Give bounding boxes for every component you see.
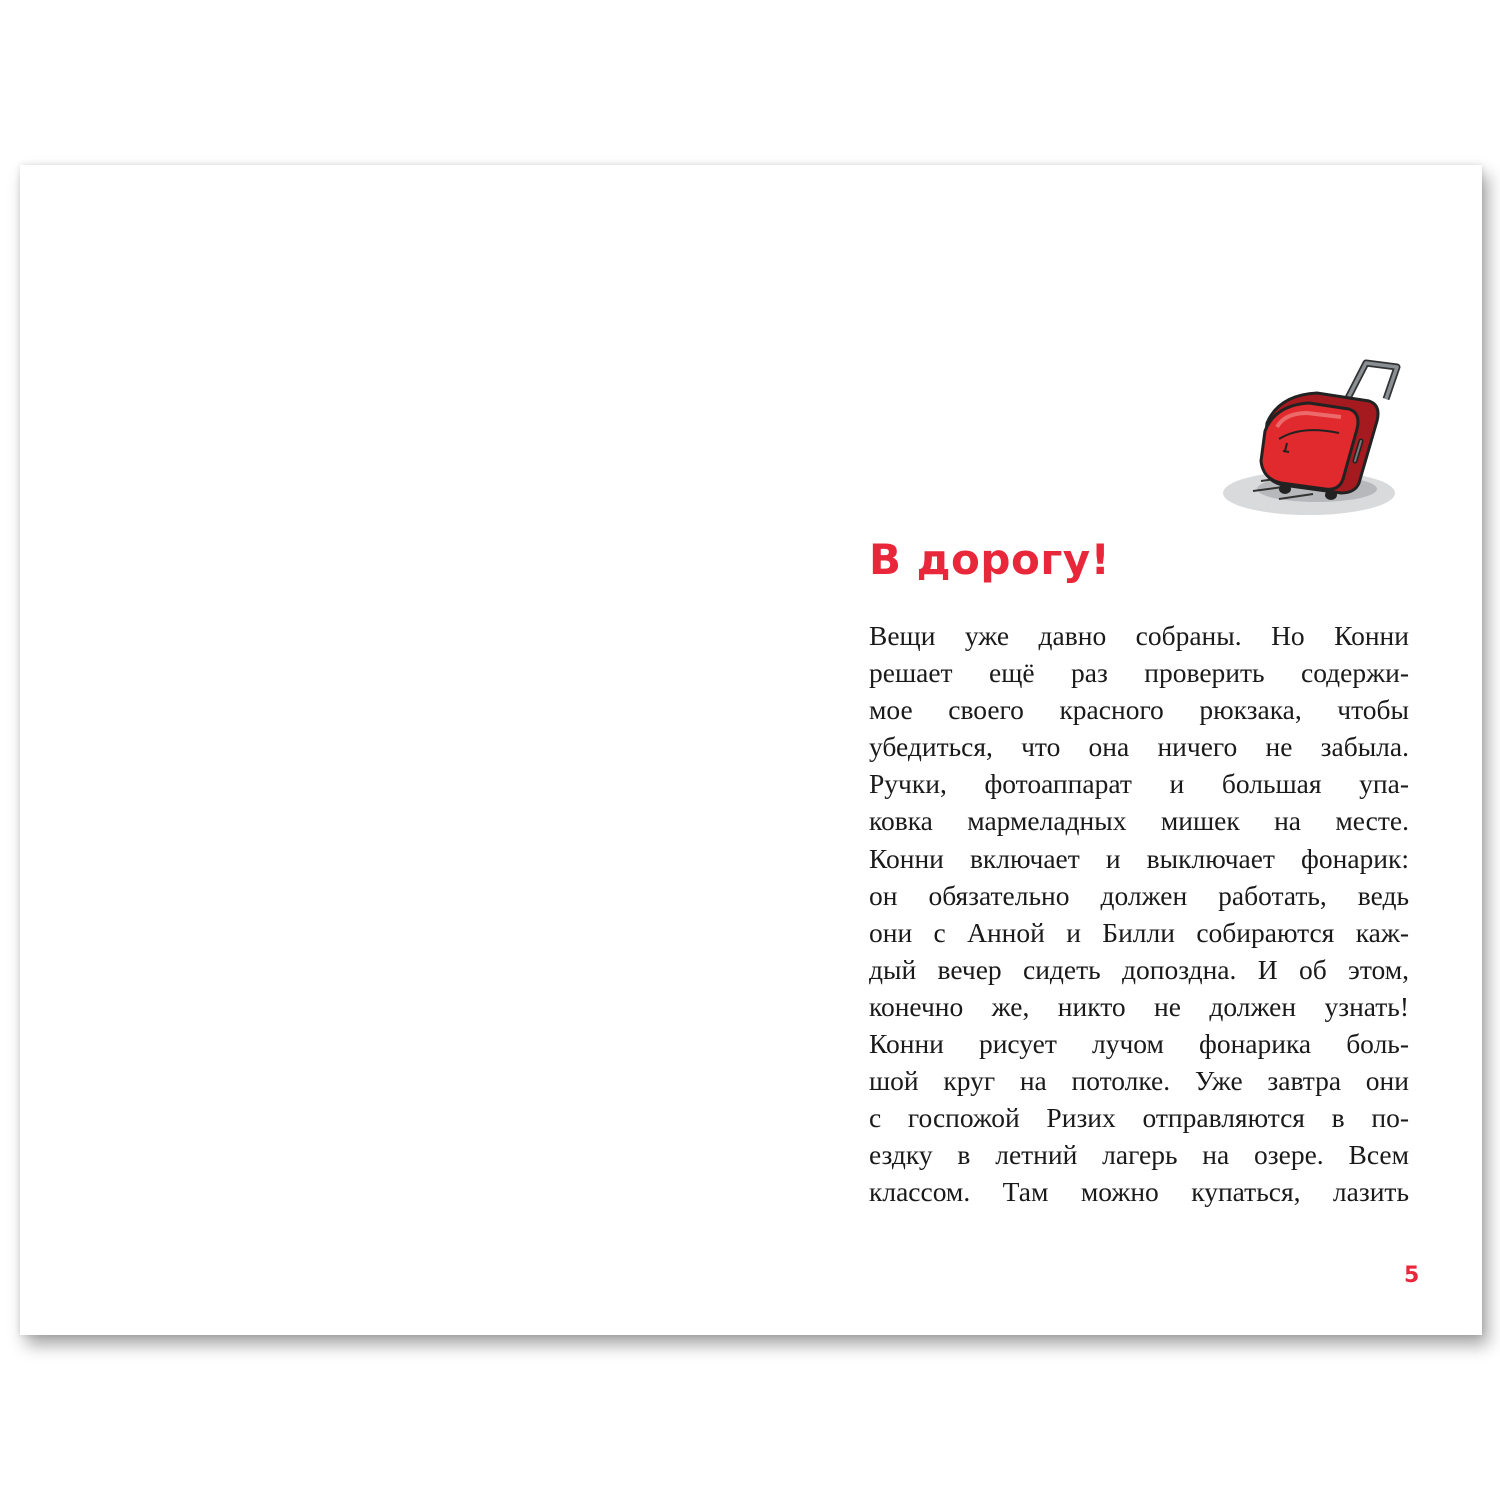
- text-line: Вещи уже давно собраны. Но Конни: [869, 620, 1409, 651]
- text-line: Конни включает и выключает фонарик:: [869, 842, 1409, 874]
- text-line: классом. Там можно купаться, лазить: [869, 1176, 1409, 1208]
- text-line: дый вечер сидеть допоздна. И об этом,: [869, 953, 1409, 985]
- chapter-body-text: [869, 617, 1409, 1211]
- text-line: с госпожой Ризих отправляются в по-: [869, 1102, 1409, 1134]
- text-line: ездку в летний лагерь на озере. Всем: [869, 1139, 1409, 1171]
- chapter-heading: В дорогу!: [869, 535, 1111, 584]
- text-line: ковка мармеладных мишек на месте.: [869, 805, 1409, 837]
- text-line: Ручки, фотоаппарат и большая упа-: [869, 768, 1409, 800]
- book-spread: [20, 165, 1482, 1335]
- text-line: убедиться, что она ничего не забыла.: [869, 731, 1409, 763]
- left-page-blank: [20, 165, 751, 1335]
- text-line: он обязательно должен работать, ведь: [869, 879, 1409, 911]
- text-line: они с Анной и Билли собираются каж-: [869, 916, 1409, 948]
- text-line: решает ещё раз проверить содержи-: [869, 657, 1409, 689]
- text-line: конечно же, никто не должен узнать!: [869, 990, 1409, 1022]
- page-number: 5: [1404, 1263, 1420, 1288]
- right-page: [751, 165, 1482, 1335]
- text-line: Конни рисует лучом фонарика боль-: [869, 1028, 1409, 1060]
- suitcase-illustration: [1221, 343, 1421, 523]
- text-line: шой круг на потолке. Уже завтра они: [869, 1065, 1409, 1097]
- text-line: мое своего красного рюкзака, чтобы: [869, 694, 1409, 726]
